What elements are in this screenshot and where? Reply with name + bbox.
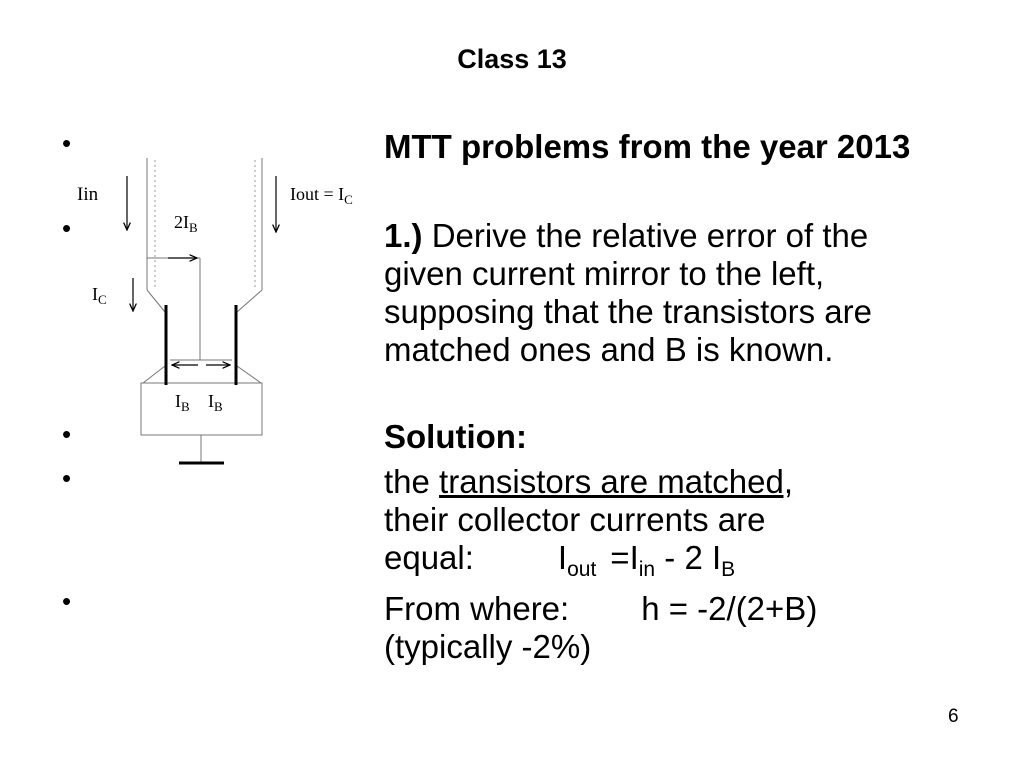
right-emitter-wire bbox=[237, 366, 261, 383]
ic-label: I bbox=[92, 284, 98, 304]
page-number: 6 bbox=[948, 706, 959, 727]
bullet-2: • bbox=[62, 213, 72, 243]
eq-sub-out: out bbox=[567, 558, 597, 581]
matched-line-2: their collector currents are bbox=[384, 501, 766, 538]
problem-paragraph bbox=[384, 217, 924, 369]
eq-sub-b: B bbox=[721, 558, 736, 581]
solution-label: Solution: bbox=[384, 418, 527, 455]
left-emitter-wire bbox=[143, 366, 165, 383]
where-paragraph bbox=[384, 590, 984, 666]
current-mirror-diagram bbox=[0, 0, 400, 500]
bullet-4: • bbox=[62, 463, 72, 493]
eq-minus: - 2 I bbox=[664, 539, 722, 576]
bullet-5: • bbox=[62, 586, 72, 616]
svg-text:IC bbox=[92, 284, 107, 307]
ib-left-label-sub: B bbox=[181, 399, 190, 414]
typically-line: (typically -2%) bbox=[384, 628, 592, 665]
iout-label: Iout = I bbox=[290, 184, 345, 204]
equal-label: equal: bbox=[384, 539, 474, 576]
where-line bbox=[384, 590, 984, 628]
svg-text:IB bbox=[208, 391, 223, 414]
ib-right-label: I bbox=[208, 391, 214, 411]
matched-line-1 bbox=[384, 463, 904, 501]
ic-label-sub: C bbox=[98, 292, 107, 307]
bullet-1: • bbox=[62, 128, 72, 158]
matched-prefix: the bbox=[384, 463, 430, 500]
iin-label: Iin bbox=[77, 184, 99, 205]
emitter-box bbox=[141, 383, 262, 435]
svg-text:IB bbox=[175, 391, 190, 414]
svg-text:Iout = IC bbox=[290, 184, 353, 207]
ib-right-label-sub: B bbox=[214, 399, 223, 414]
where-label: From where: bbox=[384, 590, 570, 627]
heading-text: MTT problems from the year 2013 bbox=[384, 128, 911, 165]
where-formula: h = -2/(2+B) bbox=[641, 590, 818, 627]
problem-text: Derive the relative error of the given current mirror to the left, supposing that the transistors are matched ones and B is known. bbox=[384, 217, 872, 368]
iout-label-sub: C bbox=[344, 192, 353, 207]
eq-equals: =I bbox=[610, 539, 639, 576]
eq-sub-in: in bbox=[638, 558, 656, 581]
right-collector-wire bbox=[237, 290, 262, 312]
matched-underlined: transistors are matched, bbox=[439, 463, 794, 500]
problem-number: 1.) bbox=[384, 217, 423, 254]
bullet-3: • bbox=[62, 419, 72, 449]
eq-i1: I bbox=[557, 539, 568, 576]
svg-text:Iin bbox=[77, 184, 99, 205]
svg-text:2IB bbox=[174, 212, 198, 235]
matched-paragraph bbox=[384, 463, 904, 589]
ib-left-label: I bbox=[175, 391, 181, 411]
left-collector-wire bbox=[147, 290, 165, 312]
two-ib-label-sub: B bbox=[189, 220, 198, 235]
slide-title: Class 13 bbox=[457, 44, 567, 74]
equation-line bbox=[384, 539, 904, 589]
two-ib-label: 2I bbox=[174, 212, 189, 232]
